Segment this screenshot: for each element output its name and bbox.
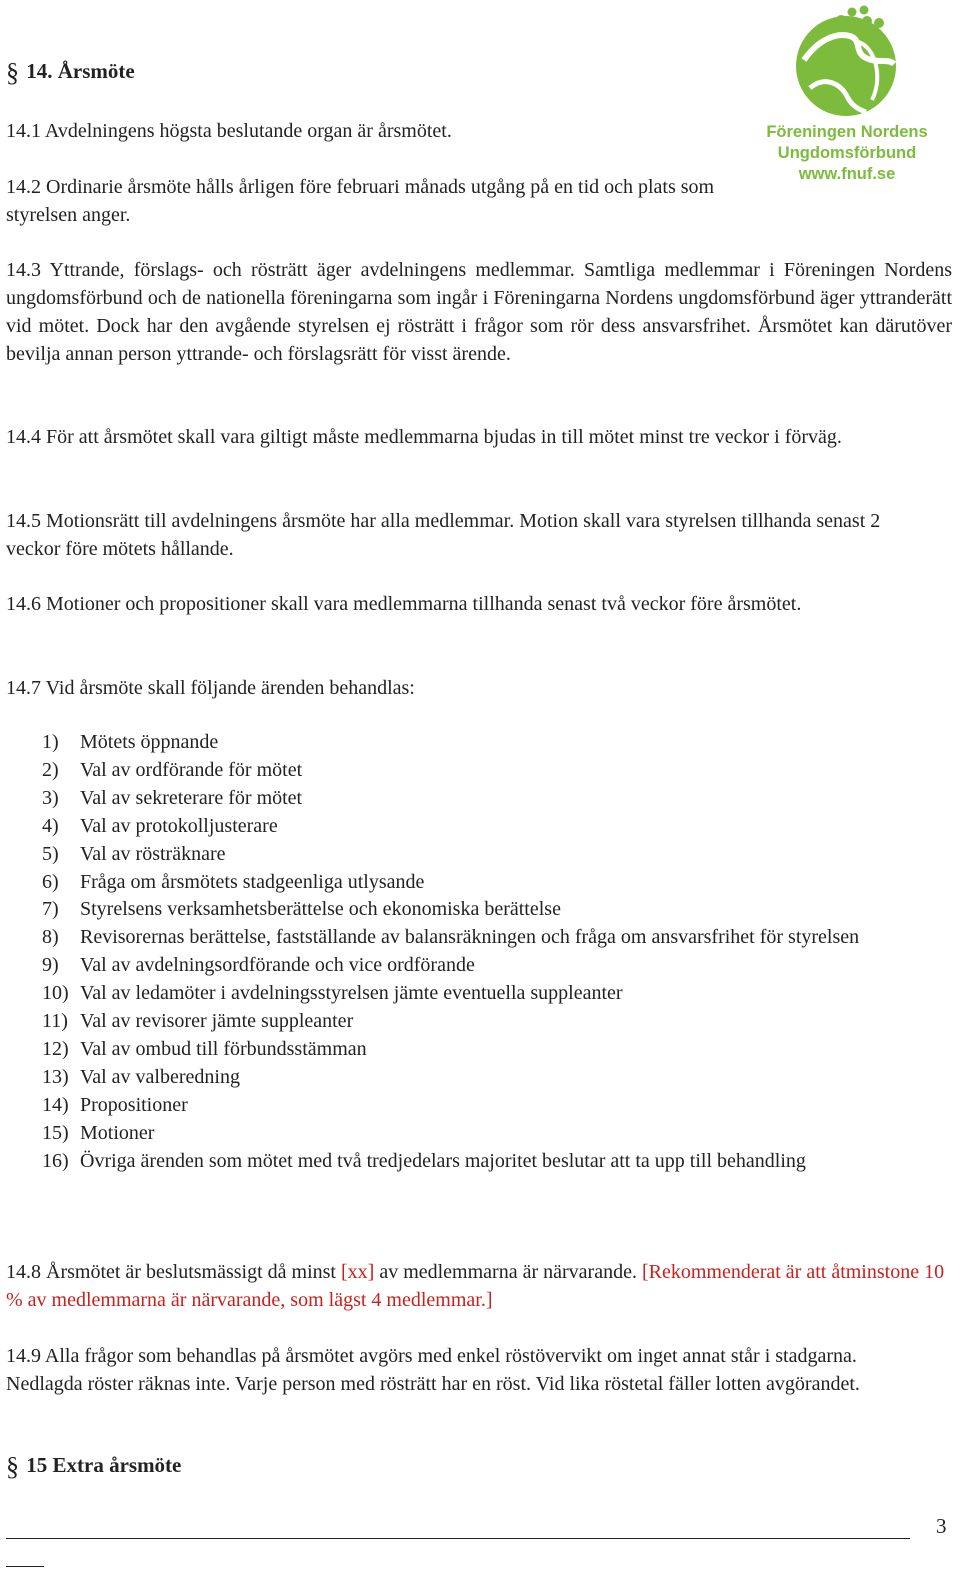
- fnuf-logo: [752, 2, 942, 192]
- agenda-item-number: 8): [42, 926, 59, 949]
- agenda-item-text: Motioner: [80, 1121, 155, 1144]
- agenda-item: [42, 980, 957, 1008]
- section-symbol: §: [6, 1452, 19, 1481]
- section-title: 14. Årsmöte: [26, 59, 135, 83]
- agenda-item: [42, 841, 957, 869]
- paragraph-14-4: 14.4 För att årsmötet skall vara giltigt måste medlemmarna bjudas in till mötet minst tre veckor i förväg.: [6, 426, 842, 448]
- agenda-item-number: 2): [42, 758, 59, 781]
- paragraph-14-9: 14.9 Alla frågor som behandlas på årsmötet avgörs med enkel röstövervikt om inget annat står i stadgarna. Nedlagda röster räknas inte. Varje person med rösträtt har en röst. Vid lika röstetal fäller lotten avgörandet.: [6, 1345, 860, 1395]
- agenda-item-text: Styrelsens verksamhetsberättelse och ekonomiska berättelse: [80, 898, 561, 921]
- agenda-item-number: 16): [42, 1149, 69, 1172]
- page-number: 3: [936, 1514, 947, 1538]
- agenda-item-text: Val av sekreterare för mötet: [80, 786, 303, 809]
- paragraph-14-8-text-c: av medlemmarna är närvarande.: [374, 1261, 642, 1283]
- agenda-item-number: 7): [42, 898, 59, 921]
- agenda-item: [42, 1148, 957, 1176]
- agenda-item-number: 5): [42, 842, 59, 865]
- agenda-item-text: Val av ledamöter i avdelningsstyrelsen jämte eventuella suppleanter: [80, 982, 623, 1005]
- agenda-item: [42, 813, 957, 841]
- agenda-item-text: Val av avdelningsordförande och vice ordförande: [80, 954, 475, 977]
- paragraph-14-7: 14.7 Vid årsmöte skall följande ärenden behandlas:: [6, 677, 415, 699]
- agenda-item-text: Mötets öppnande: [80, 731, 219, 753]
- section-title: 15 Extra årsmöte: [26, 1453, 182, 1477]
- agenda-item-text: Val av valberedning: [80, 1065, 240, 1088]
- footer-rule: [6, 1538, 910, 1539]
- placeholder-xx: [xx]: [340, 1261, 375, 1283]
- agenda-item-text: Val av ombud till förbundsstämman: [80, 1037, 367, 1060]
- paragraph-14-5: 14.5 Motionsrätt till avdelningens årsmöte har alla medlemmar. Motion skall vara styrelsen tillhanda senast 2 veckor före mötets hållande.: [6, 510, 881, 560]
- agenda-item: [42, 896, 957, 924]
- agenda-item-text: Val av revisorer jämte suppleanter: [80, 1010, 354, 1033]
- agenda-item: [42, 952, 957, 980]
- agenda-item-number: 6): [42, 870, 59, 893]
- globe-icon: [788, 2, 908, 120]
- agenda-item: [42, 1092, 957, 1120]
- agenda-item-number: 15): [42, 1121, 69, 1144]
- recommendation-note: [Rekommenderat är att åtminstone 10 % av medlemmarna är närvarande, som lägst 4 medlemmar.]: [6, 1261, 945, 1311]
- agenda-item-number: 10): [42, 982, 69, 1005]
- agenda-item-number: 9): [42, 954, 59, 977]
- agenda-item-text: Övriga ärenden som mötet med två tredjedelars majoritet beslutar att ta upp till behandling: [80, 1149, 806, 1172]
- agenda-item-number: 12): [42, 1037, 69, 1060]
- agenda-item-number: 13): [42, 1065, 69, 1088]
- paragraph-14-2: 14.2 Ordinarie årsmöte hålls årligen före februari månads utgång på en tid och plats som styrelsen anger.: [6, 176, 715, 226]
- agenda-item: [42, 1008, 957, 1036]
- agenda-item-number: 1): [42, 731, 59, 753]
- agenda-item: [42, 1120, 957, 1148]
- logo-line-3: www.fnuf.se: [798, 165, 896, 183]
- footnote-rule: [6, 1566, 44, 1567]
- section-symbol: §: [6, 58, 19, 87]
- agenda-item: [42, 1064, 957, 1092]
- agenda-item: [42, 924, 957, 952]
- agenda-item: [42, 729, 957, 757]
- paragraph-14-8: [6, 1258, 952, 1314]
- agenda-list: [42, 729, 957, 1176]
- agenda-item-number: 4): [42, 814, 59, 837]
- logo-line-2: Ungdomsförbund: [777, 144, 917, 162]
- section-14-heading: [6, 58, 135, 88]
- paragraph-14-6: 14.6 Motioner och propositioner skall vara medlemmarna tillhanda senast två veckor före årsmötet.: [6, 593, 802, 615]
- agenda-item-text: Fråga om årsmötets stadgeenliga utlysande: [80, 870, 425, 893]
- agenda-item-text: Revisorernas berättelse, fastställande av balansräkningen och fråga om ansvarsfrihet för styrelsen: [80, 926, 860, 949]
- agenda-item-text: Val av ordförande för mötet: [80, 758, 303, 781]
- logo-line-1: Föreningen Nordens: [766, 123, 928, 141]
- paragraph-14-8-text-a: 14.8 Årsmötet är beslutsmässigt då minst: [6, 1261, 341, 1283]
- paragraph-14-1: 14.1 Avdelningens högsta beslutande organ är årsmötet.: [6, 120, 452, 142]
- section-15-heading: [6, 1452, 181, 1482]
- agenda-item-number: 3): [42, 786, 59, 809]
- agenda-item: [42, 1036, 957, 1064]
- agenda-item-number: 14): [42, 1093, 69, 1116]
- agenda-item-text: Val av rösträknare: [80, 842, 226, 865]
- agenda-item-text: Val av protokolljusterare: [80, 814, 278, 837]
- agenda-item: [42, 757, 957, 785]
- agenda-item: [42, 785, 957, 813]
- paragraph-14-3: 14.3 Yttrande, förslags- och rösträtt äger avdelningens medlemmar. Samtliga medlemmar i Föreningen Nordens ungdomsförbund och de nationella föreningarna som ingår i Föreningarna Nordens ungdomsförbund äger yttranderätt vid mötet. Dock har den avgående styrelsen ej rösträtt i frågor som rör dess ansvarsfrihet. Årsmötet kan därutöver bevilja annan person yttrande- och förslagsrätt för visst ärende.: [6, 259, 952, 365]
- agenda-item-number: 11): [42, 1010, 68, 1033]
- agenda-item-text: Propositioner: [80, 1093, 188, 1116]
- agenda-item: [42, 869, 957, 897]
